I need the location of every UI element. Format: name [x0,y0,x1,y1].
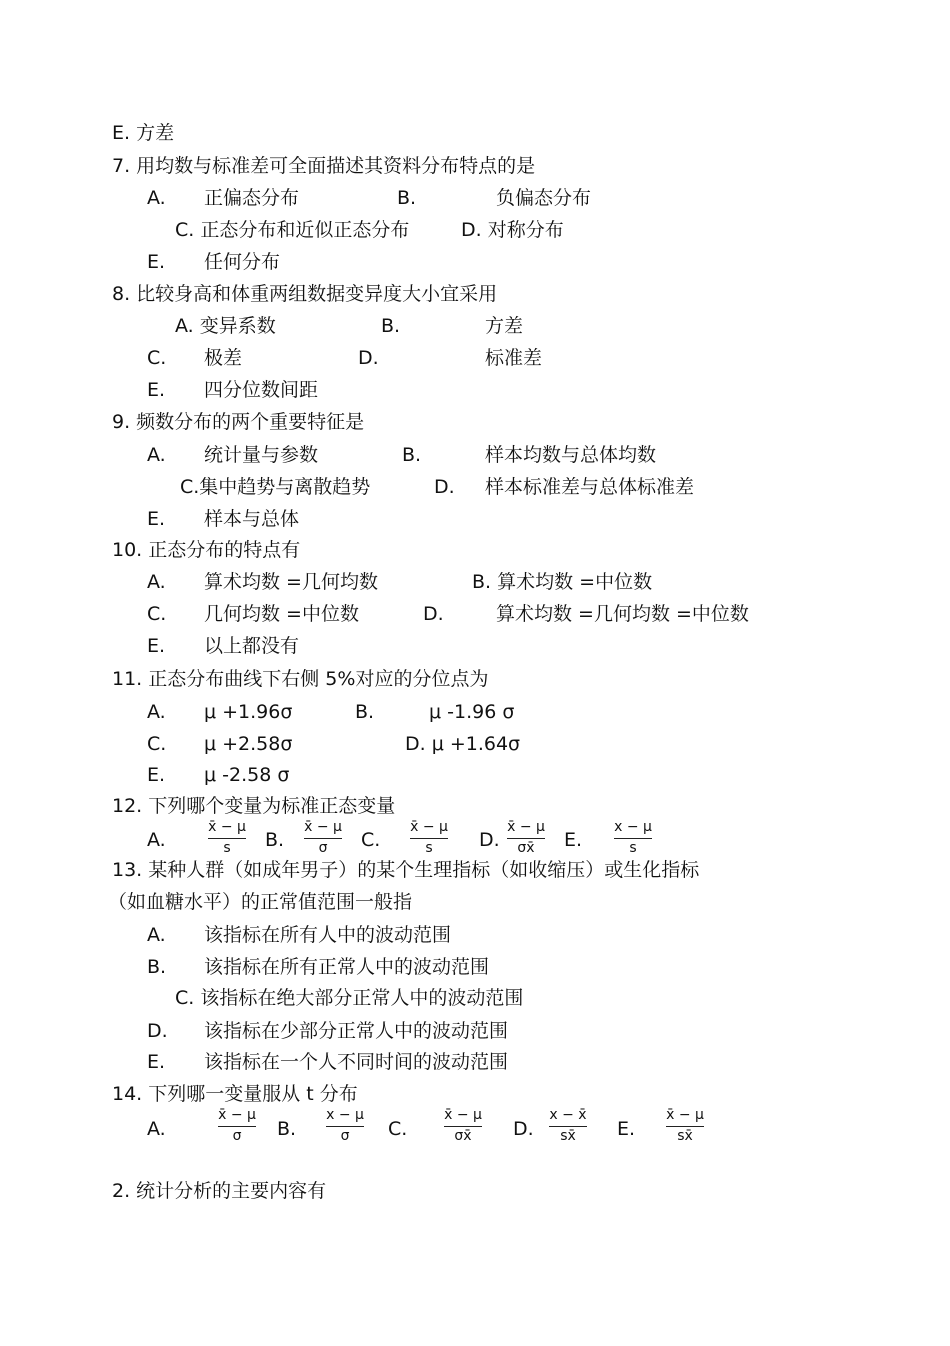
q9-e-letter: E. [147,508,166,530]
formula-denominator: σ [318,840,328,856]
q12-stem: 12. 下列哪个变量为标准正态变量 [112,795,396,817]
q12-d-formula [503,818,549,862]
q12-b-letter: B. [265,829,285,851]
q9-b-text: 样本均数与总体均数 [485,444,657,466]
q9-d-letter: D. [434,476,455,498]
q9-a-text: 统计量与参数 [204,444,319,466]
q6-option-e: E. 方差 [112,122,175,144]
q8-c-text: 极差 [204,347,243,369]
q11-e-text: μ -2.58 σ [204,764,290,786]
formula-numerator: x̄ − μ [444,1107,482,1123]
q9-stem: 9. 频数分布的两个重要特征是 [112,411,365,433]
formula-denominator: σx̄ [454,1128,472,1144]
q12-d-letter: D. [479,829,500,851]
q13-a-text: 该指标在所有人中的波动范围 [204,924,452,946]
q7-e-text: 任何分布 [204,251,281,273]
q12-c-letter: C. [361,829,381,851]
formula-numerator: x − μ [614,819,652,835]
q11-d-option: D. μ +1.64σ [405,733,521,755]
q11-a-text: μ +1.96σ [204,701,293,723]
q13-stem-line1: 13. 某种人群（如成年男子）的某个生理指标（如收缩压）或生化指标 [112,859,700,881]
q13-e-letter: E. [147,1051,166,1073]
q12-e-letter: E. [564,829,583,851]
formula-numerator: x̄ − μ [666,1107,704,1123]
q12-c-formula [406,818,452,862]
q7-a-text: 正偏态分布 [204,187,300,209]
q14-e-formula [662,1106,708,1150]
q7-e-letter: E. [147,251,166,273]
q13-d-letter: D. [147,1020,168,1042]
q11-e-letter: E. [147,764,166,786]
q11-b-letter: B. [355,701,375,723]
q10-c-letter: C. [147,603,167,625]
q13-c-option: C. 该指标在绝大部分正常人中的波动范围 [175,987,524,1009]
q8-c-letter: C. [147,347,167,369]
q11-stem: 11. 正态分布曲线下右侧 5%对应的分位点为 [112,668,489,690]
q12-b-formula [300,818,346,862]
q11-c-letter: C. [147,733,167,755]
q11-b-text: μ -1.96 σ [429,701,515,723]
q8-e-letter: E. [147,379,166,401]
q14-stem: 14. 下列哪一变量服从 t 分布 [112,1083,358,1105]
formula-denominator: σ [340,1128,350,1144]
formula-numerator: x̄ − μ [304,819,342,835]
q7-a-letter: A. [147,187,166,209]
q10-d-letter: D. [423,603,444,625]
q9-b-letter: B. [402,444,422,466]
q11-c-text: μ +2.58σ [204,733,293,755]
q10-b-option: B. 算术均数 =中位数 [472,571,653,593]
q14-a-letter: A. [147,1118,166,1140]
q11-a-letter: A. [147,701,166,723]
q8-e-text: 四分位数间距 [204,379,319,401]
formula-denominator: σx̄ [517,840,535,856]
formula-denominator: s [629,840,637,856]
q7-stem: 7. 用均数与标准差可全面描述其资料分布特点的是 [112,155,536,177]
q14-d-formula [545,1106,591,1150]
q14-c-letter: C. [388,1118,408,1140]
q8-d-letter: D. [358,347,379,369]
q8-a-option: A. 变异系数 [175,315,276,337]
q9-e-text: 样本与总体 [204,508,300,530]
q10-e-text: 以上都没有 [204,635,300,657]
q8-b-letter: B. [381,315,401,337]
q14-b-letter: B. [277,1118,297,1140]
q12-a-formula [204,818,250,862]
section-2-heading: 2. 统计分析的主要内容有 [112,1180,327,1202]
q10-stem: 10. 正态分布的特点有 [112,539,301,561]
q14-e-letter: E. [617,1118,636,1140]
q8-stem: 8. 比较身高和体重两组数据变异度大小宜采用 [112,283,498,305]
q14-c-formula [440,1106,486,1150]
q13-stem-line2: （如血糖水平）的正常值范围一般指 [108,891,413,913]
formula-denominator: σ [232,1128,242,1144]
q9-a-letter: A. [147,444,166,466]
formula-denominator: s [223,840,231,856]
formula-numerator: x − x̄ [549,1107,587,1123]
q10-c-text: 几何均数 =中位数 [204,603,359,625]
formula-numerator: x̄ − μ [410,819,448,835]
q9-d-text: 样本标准差与总体标准差 [485,476,695,498]
q8-d-text: 标准差 [485,347,543,369]
q12-a-letter: A. [147,829,166,851]
q10-a-letter: A. [147,571,166,593]
q14-d-letter: D. [513,1118,534,1140]
formula-numerator: x − μ [326,1107,364,1123]
formula-numerator: x̄ − μ [218,1107,256,1123]
q13-b-letter: B. [147,956,167,978]
q10-e-letter: E. [147,635,166,657]
q9-c-option: C.集中趋势与离散趋势 [180,476,371,498]
formula-numerator: x̄ − μ [208,819,246,835]
q7-b-text: 负偏态分布 [496,187,592,209]
q10-d-text: 算术均数 =几何均数 =中位数 [496,603,749,625]
formula-denominator: s [425,840,433,856]
q13-d-text: 该指标在少部分正常人中的波动范围 [204,1020,509,1042]
q13-a-letter: A. [147,924,166,946]
q7-c-option: C. 正态分布和近似正态分布 [175,219,410,241]
formula-denominator: sx̄ [677,1128,693,1144]
q7-d-option: D. 对称分布 [461,219,564,241]
q13-b-text: 该指标在所有正常人中的波动范围 [204,956,490,978]
q12-e-formula [610,818,656,862]
q14-a-formula [214,1106,260,1150]
q7-b-letter: B. [397,187,417,209]
q13-e-text: 该指标在一个人不同时间的波动范围 [204,1051,509,1073]
q14-b-formula [322,1106,368,1150]
formula-numerator: x̄ − μ [507,819,545,835]
formula-denominator: sx̄ [560,1128,576,1144]
q10-a-text: 算术均数 =几何均数 [204,571,378,593]
q8-b-text: 方差 [485,315,524,337]
